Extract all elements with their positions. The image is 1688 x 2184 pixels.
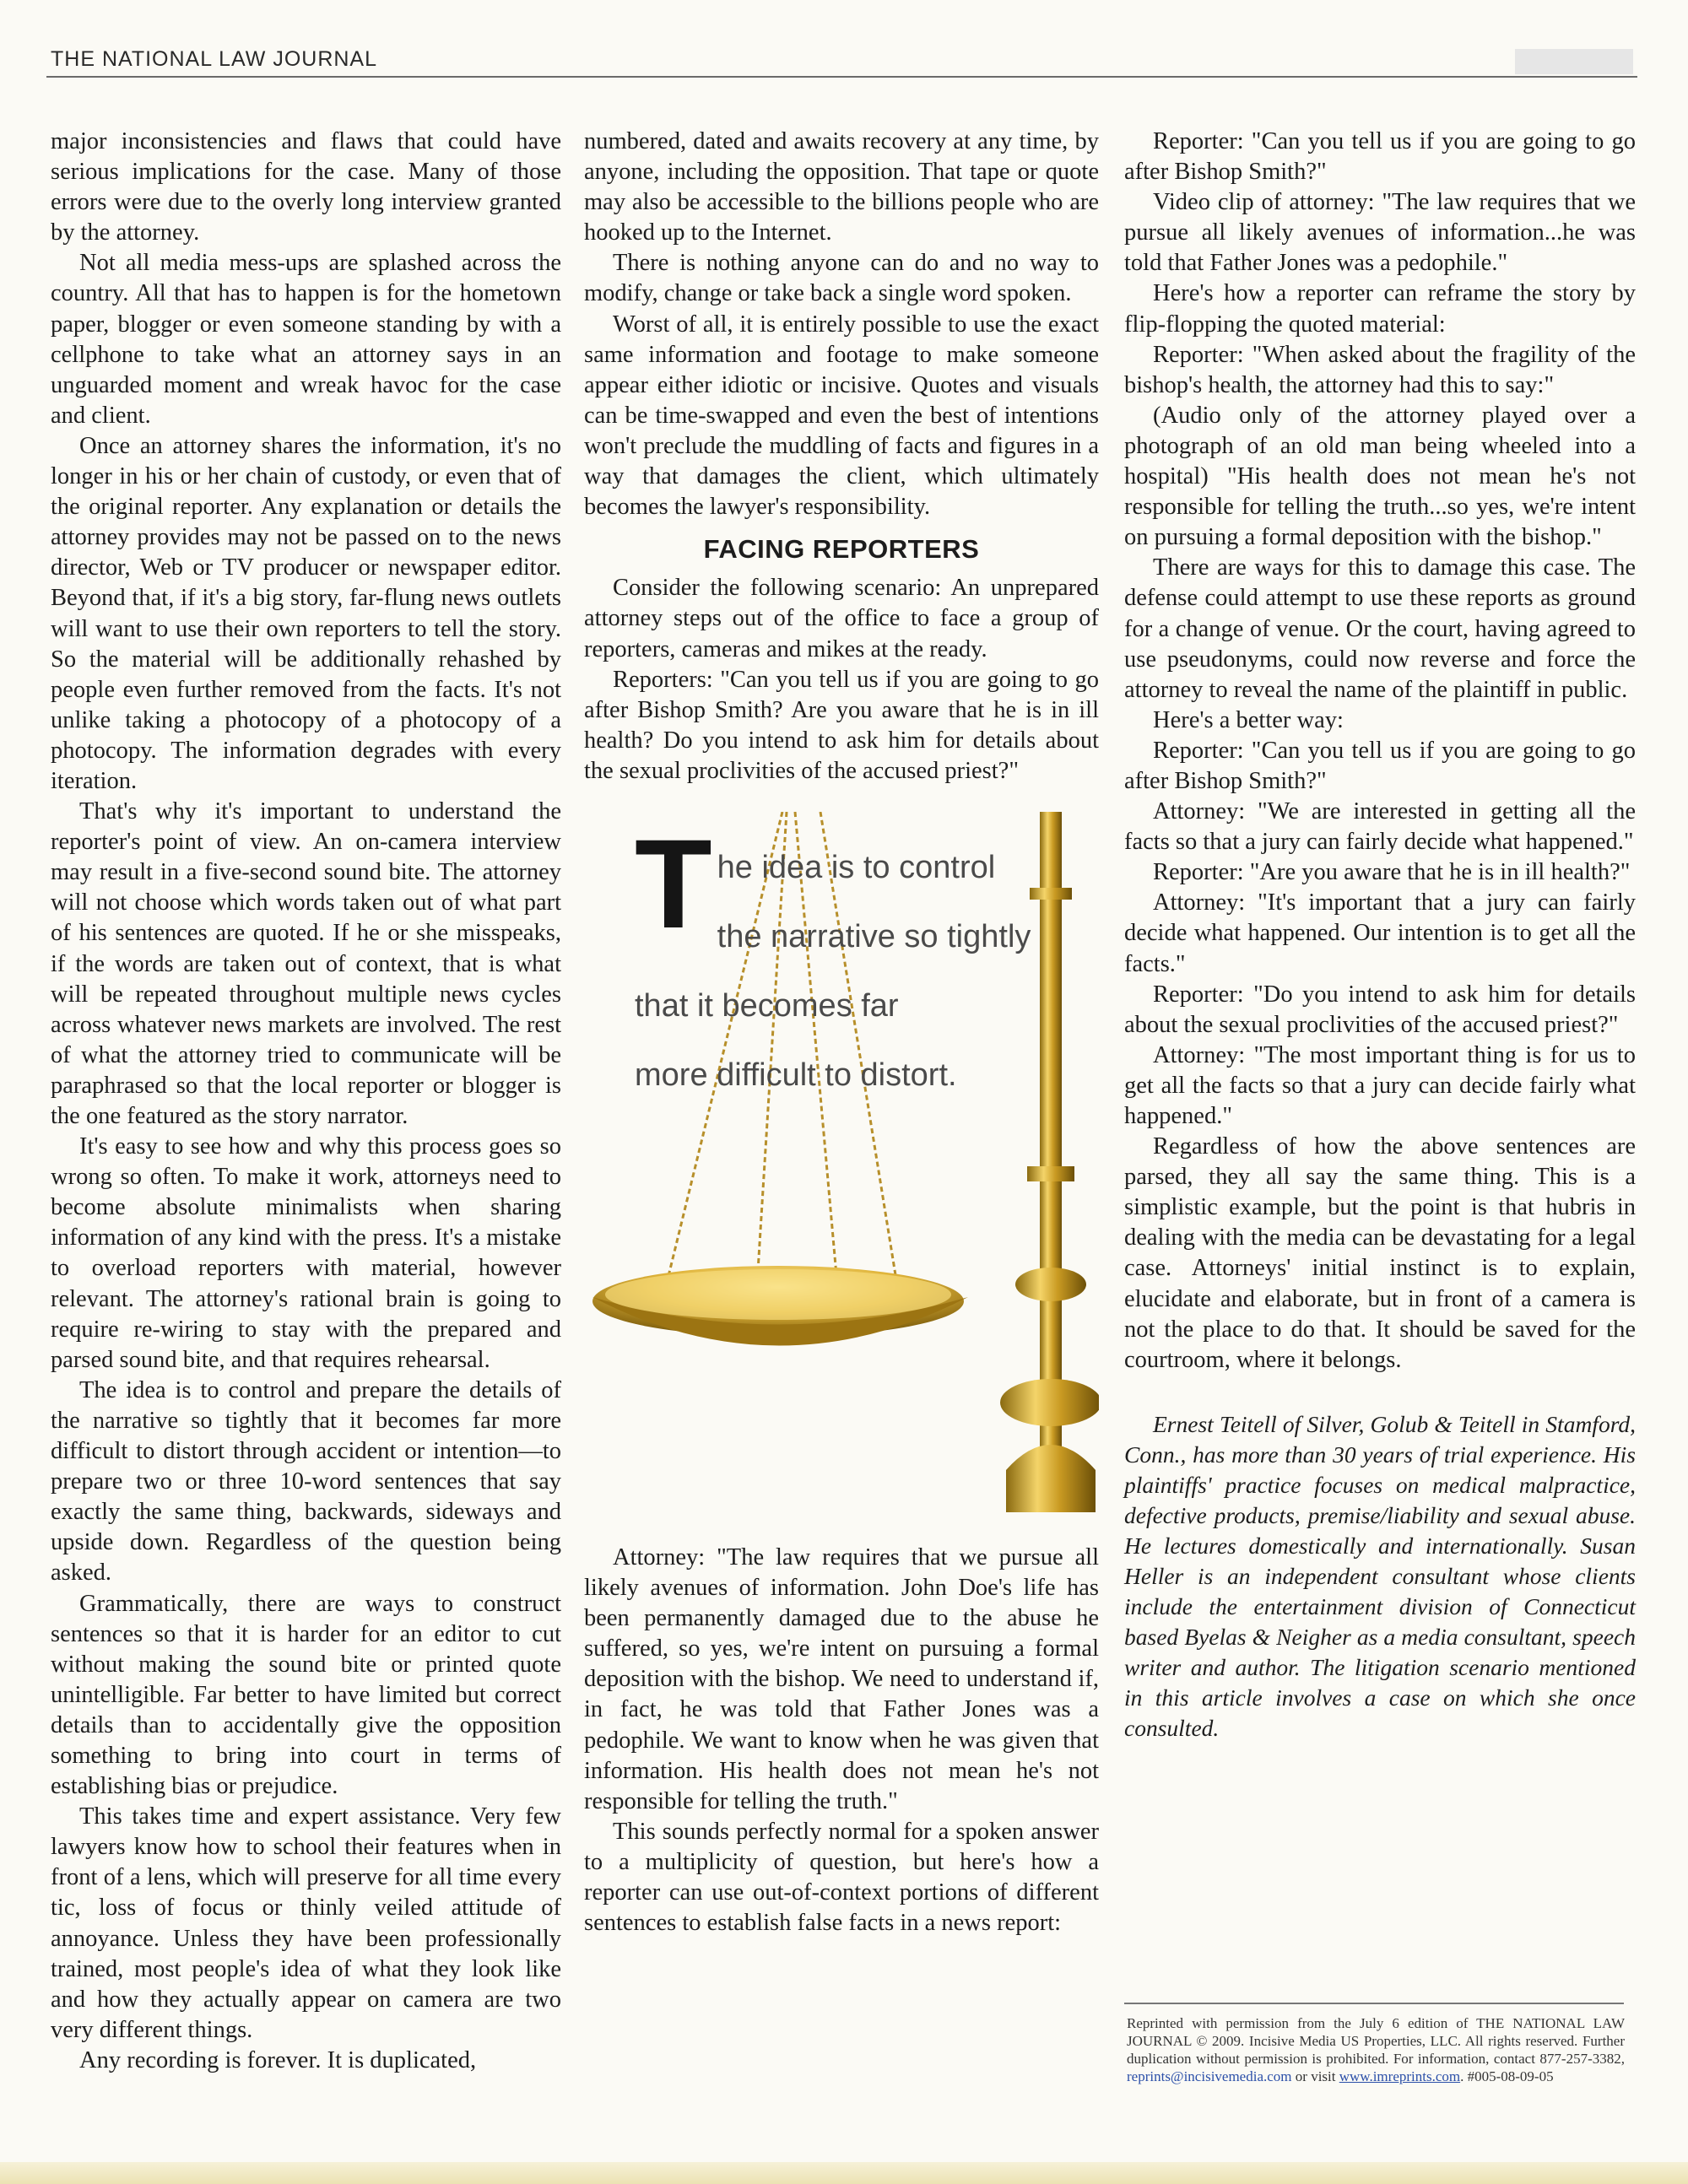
paragraph: Any recording is forever. It is duplicated, (79, 2046, 477, 2073)
pull-quote-line: more difficult to distort. (635, 1057, 957, 1093)
reprint-rule (1124, 2003, 1624, 2004)
paragraph: Worst of all, it is entirely possible to use the exact same information and footage to make someone appear either idiotic or incisive. Quotes and visuals can be time-swapped and even the best of intentions won't preclude the muddling of facts and figures in a way that damages the client, which ultimately becomes the lawyer's responsibility. (584, 311, 1099, 521)
reprint-text: Reprinted with permission from the July 6 edition of THE NATIONAL LAW JOURNAL © 2009. Incisive Media US Properties, LLC. All rights reserved. Further duplication without permission is prohibited. For information, contact 877-257-3382, (1127, 2015, 1625, 2067)
paragraph: Not all media mess-ups are splashed across the country. All that has to happen is for the hometown paper, blogger or even someone standing by with a cellphone to take what an attorney says in an unguarded moment and wreak havoc for the case and client. (51, 250, 561, 429)
reprint-notice (1127, 2014, 1625, 2085)
paragraph: There is nothing anyone can do and no way to modify, change or take back a single word spoken. (584, 250, 1099, 307)
paragraph: This takes time and expert assistance. Very few lawyers know how to school their features when in front of a lens, which will preserve for all time every tic, loss of focus or thinly veiled attitude of annoyance. Unless they have been professionally trained, most people's idea of what they look like and how they actually appear on camera are two very different things. (51, 1803, 561, 2043)
masthead: THE NATIONAL LAW JOURNAL (51, 47, 378, 71)
paragraph: The idea is to control and prepare the details of the narrative so tightly that it becomes far more difficult to distort through accident or intention—to prepare two or three 10-word sentences that say exactly the same thing, backwards, sideways and upside down. Regardless of the question being asked. (51, 1376, 561, 1587)
paragraph: Attorney: "We are interested in getting all the facts so that a jury can fairly decide what happened." (1124, 798, 1636, 856)
reprint-site-link[interactable]: www.imreprints.com (1339, 2068, 1461, 2084)
reprint-email-link[interactable]: reprints@incisivemedia.com (1127, 2068, 1292, 2084)
pull-quote-text (635, 812, 1090, 1110)
pull-quote-line: that it becomes far (635, 987, 899, 1024)
author-bio-text: Ernest Teitell of Silver, Golub & Teitell in Stamford, Conn., has more than 30 years of trial experience. His plaintiffs' practice focuses on medical malpractice, defective products, premise/liability and sexual abuse. He lectures domestically and internationally. Susan Heller is an independent consultant whose clients include the entertainment division of Connecticut based Byelas & Neigher as a media consultant, speech writer and author. The litigation scenario mentioned in this article involves a case on which she once consulted. (1124, 1410, 1636, 1741)
paragraph: Reporter: "Can you tell us if you are going to go after Bishop Smith?" (1124, 128, 1636, 186)
paragraph: Reporter: "Can you tell us if you are going to go after Bishop Smith?" (1124, 737, 1636, 794)
paragraph: Reporter: "Do you intend to ask him for details about the sexual proclivities of the accused priest?" (1124, 981, 1636, 1038)
paragraph: major inconsistencies and flaws that could have serious implications for the case. Many of those errors were due to the overly long interview granted by the attorney. (51, 128, 561, 246)
header-rule (46, 76, 1637, 78)
paragraph: Consider the following scenario: An unprepared attorney steps out of the office to face a group of reporters, cameras and mikes at the ready. (584, 575, 1099, 662)
paragraph: This sounds perfectly normal for a spoken answer to a multiplicity of question, but here's how a reporter can use out-of-context portions of different sentences to establish false facts in a news report: (584, 1818, 1099, 1937)
paragraph: Attorney: "The law requires that we pursue all likely avenues of information. John Doe's life has been permanently damaged due to the abuse he suffered, so yes, we're intent on pursuing a formal deposition with the bishop. We need to understand if, in fact, he was told that Father Jones was a pedophile. We want to know when he was given that information. His health does not mean he's not responsible for telling the truth." (584, 1543, 1099, 1814)
paragraph: Grammatically, there are ways to construct sentences so that it is harder for an editor to cut without making the sound bite or printed quote unintelligible. Far better to have limited but correct details than to accidentally give the opposition something to bring into court in terms of establishing bias or prejudice. (51, 1590, 561, 1800)
paragraph: (Audio only of the attorney played over a photograph of an old man being wheeled into a hospital) "His health does not mean he's not responsible for telling the truth...so yes, we're intent on pursuing a formal deposition with the bishop." (1124, 402, 1636, 551)
paragraph: Once an attorney shares the information, it's no longer in his or her chain of custody, or even that of the original reporter. Any explanation or details the attorney provides may not be passed on to the news director, Web or TV producer or newspaper editor. Beyond that, if it's a big story, far-flung news outlets will want to use their own reporters to tell the story. So the material will be additionally rehashed by people even further removed from the facts. It's not unlike taking a photocopy of a photocopy of a photocopy. The information degrades with every iteration. (51, 432, 561, 794)
paragraph: Here's how a reporter can reframe the story by flip-flopping the quoted material: (1124, 280, 1636, 338)
drop-cap: T (635, 812, 712, 954)
section-heading: FACING REPORTERS (703, 534, 980, 565)
paragraph: Regardless of how the above sentences are parsed, they all say the same thing. This is a simplistic example, but the point is that hubris in dealing with the media can be devastating for a legal case. Attorneys' initial instinct is to explain, elucidate and elaborate, but in front of a camera is not the place to do that. It should be saved for the courtroom, where it belongs. (1124, 1133, 1636, 1373)
pull-quote-line: the narrative so tightly (717, 918, 1031, 954)
paragraph: It's easy to see how and why this process goes so wrong so often. To make it work, attorneys need to become absolute minimalists when sharing information of any kind with the press. It's a mistake to overload reporters with material, however relevant. The attorney's rational brain is going to require re-wiring to stay with the prepared and parsed sound bite, and that requires rehearsal. (51, 1133, 561, 1373)
paragraph: Attorney: "It's important that a jury can fairly decide what happened. Our intention is to get all the facts." (1124, 889, 1636, 977)
paragraph: Reporters: "Can you tell us if you are going to go after Bishop Smith? Are you aware that he is in ill health? Do you intend to ask him for details about the sexual proclivities of the accused priest?" (584, 666, 1099, 784)
column-2 (584, 127, 1099, 1938)
reprint-text-mid: or visit (1291, 2068, 1339, 2084)
header-tab (1515, 49, 1633, 74)
paragraph: Attorney: "The most important thing is for us to get all the facts so that a jury can decide fairly what happened." (1124, 1041, 1636, 1129)
paragraph: Here's a better way: (1153, 706, 1344, 733)
column-1 (51, 127, 561, 2076)
paragraph: Video clip of attorney: "The law requires that we pursue all likely avenues of information...he was told that Father Jones was a pedophile." (1124, 189, 1636, 277)
footer-band (0, 2162, 1688, 2184)
pull-quote-line: he idea is to control (717, 849, 996, 885)
paragraph: numbered, dated and awaits recovery at any time, by anyone, including the opposition. That tape or quote may also be accessible to the billions people who are hooked up to the Internet. (584, 128, 1099, 246)
paragraph: There are ways for this to damage this case. The defense could attempt to use these reports as ground for a change of venue. Or the court, having agreed to use pseudonyms, could now reverse and force the attorney to reveal the name of the plaintiff in public. (1124, 554, 1636, 703)
paragraph: Reporter: "Are you aware that he is in ill health?" (1153, 859, 1631, 886)
paragraph: That's why it's important to understand the reporter's point of view. An on-camera interview may result in a five-second sound bite. The attorney will not choose which words taken out of what part of his sentences are quoted. If he or she misspeaks, if the words are taken out of context, that is what will be repeated throughout multiple news cycles across whatever news markets are involved. The rest of what the attorney tried to communicate will be paraphrased so that the local reporter or blogger is the one featured as the story narrator. (51, 798, 561, 1129)
column-3 (1124, 127, 1636, 1743)
author-bio (1124, 1409, 1636, 1743)
paragraph: Reporter: "When asked about the fragility of the bishop's health, the attorney had this to say:" (1124, 341, 1636, 398)
reprint-code: . #005-08-09-05 (1460, 2068, 1554, 2084)
pull-quote (584, 812, 1099, 1512)
